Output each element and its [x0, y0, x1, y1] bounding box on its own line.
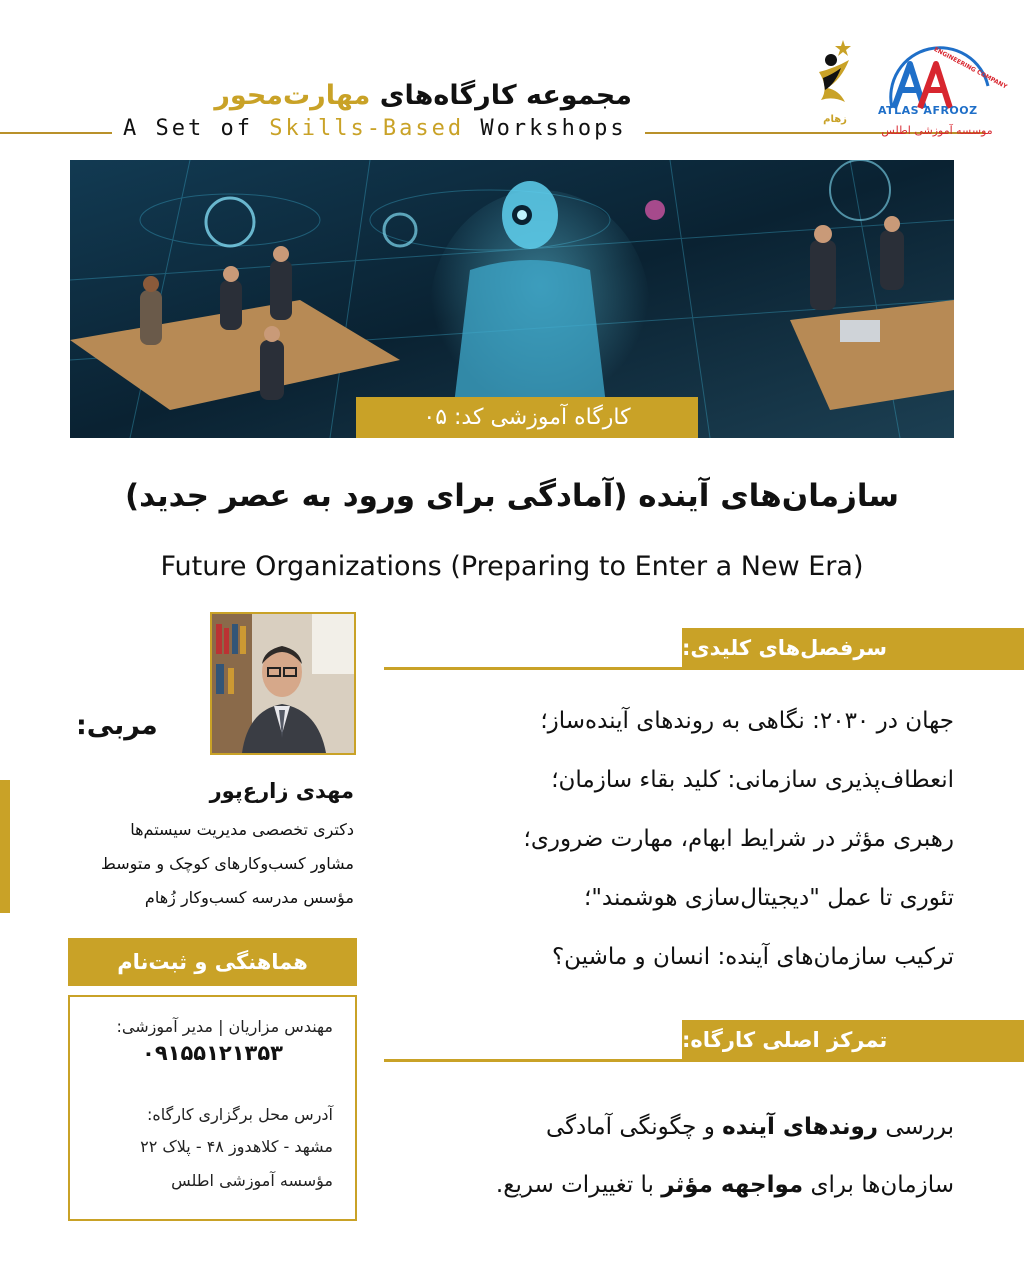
zoham-logo-text: زهام	[823, 114, 847, 125]
phone-number[interactable]: ۰۹۱۵۵۱۲۱۳۵۳	[142, 1041, 283, 1065]
trainer-label	[76, 710, 158, 741]
trainer-roles	[101, 813, 354, 915]
workshop-title-fa: سازمان‌های آینده (آمادگی برای ورود به عصر جدید)	[124, 478, 900, 514]
atlas-logo-arc-text: ENGINEERING COMPANY	[932, 46, 1009, 91]
trainer-photo	[210, 612, 356, 755]
left-accent-bar	[0, 780, 10, 913]
series-title-en	[123, 116, 627, 141]
focus-line-2-a: سازمان‌ها برای	[803, 1172, 954, 1198]
trainer-name: مهدی زارع‌پور	[209, 779, 354, 803]
atlas-logo-text: ATLAS AFROOZ	[878, 104, 978, 117]
focus-heading: تمرکز اصلی کارگاه:	[682, 1020, 1024, 1060]
key-topic-item: رهبری مؤثر در شرایط ابهام، مهارت ضروری؛	[523, 826, 954, 852]
key-topic-item: تئوری تا عمل "دیجیتال‌سازی هوشمند"؛	[584, 885, 954, 911]
trainer-role: مشاور کسب‌وکارهای کوچک و متوسط	[101, 854, 354, 873]
contact-box	[68, 995, 357, 1221]
key-topics-heading: سرفصل‌های کلیدی:	[682, 628, 1024, 668]
atlas-logo-fa-text: موسسه آموزشی اطلس	[881, 124, 993, 137]
series-title-en-part1: A Set of	[123, 116, 253, 141]
key-topic-item: انعطاف‌پذیری سازمانی: کلید بقاء سازمان؛	[551, 767, 954, 793]
workshop-title-en: Future Organizations (Preparing to Enter a New Era)	[160, 551, 864, 582]
focus-line-2-c: با تغییرات سریع.	[495, 1172, 662, 1198]
registration-heading: هماهنگی و ثبت‌نام	[68, 938, 357, 986]
focus-text	[354, 1098, 954, 1214]
zoham-logo	[805, 38, 865, 128]
key-topic-item: ترکیب سازمان‌های آینده: انسان و ماشین؟	[551, 944, 954, 970]
address-line: مشهد - کلاهدوز ۴۸ - پلاک ۲۲	[140, 1137, 333, 1156]
atlas-afrooz-logo	[872, 46, 1009, 146]
focus-line-1-b: روندهای آینده	[722, 1114, 879, 1140]
key-topic-item: جهان در ۲۰۳۰: نگاهی به روندهای آینده‌ساز؛	[540, 708, 954, 734]
series-title-fa-part1: مجموعه کارگاه‌های	[379, 80, 632, 111]
focus-line-1-c: و چگونگی آمادگی	[545, 1114, 723, 1140]
focus-line-1-a: بررسی	[878, 1114, 954, 1140]
focus-line-2	[354, 1156, 954, 1214]
trainer-label-text: مربی:	[76, 710, 158, 741]
focus-line-1	[354, 1098, 954, 1156]
workshop-code-banner: کارگاه آموزشی کد: ۰۵	[356, 397, 698, 438]
focus-line-2-b: مواجهه مؤثر	[661, 1172, 804, 1198]
header-divider-left	[0, 132, 112, 134]
trainer-role: دکتری تخصصی مدیریت سیستم‌ها	[130, 820, 354, 839]
institute-line: مؤسسه آموزشی اطلس	[171, 1171, 333, 1190]
trainer-role: مؤسس مدرسه کسب‌وکار زُهام	[144, 888, 354, 907]
address-label: آدرس محل برگزاری کارگاه:	[146, 1105, 333, 1124]
coordinator-line: مهندس مزاریان | مدیر آموزشی:	[116, 1017, 333, 1036]
series-title-en-part3: Workshops	[480, 116, 627, 141]
key-topics-list	[364, 692, 954, 987]
trainer-portrait	[212, 614, 354, 753]
series-title-en-part2: Skills-Based	[269, 116, 465, 141]
series-title-fa-part2: مهارت‌محور	[214, 80, 371, 111]
key-topics-underline	[384, 667, 1024, 670]
focus-underline	[384, 1059, 1024, 1062]
series-title-fa	[214, 80, 632, 111]
